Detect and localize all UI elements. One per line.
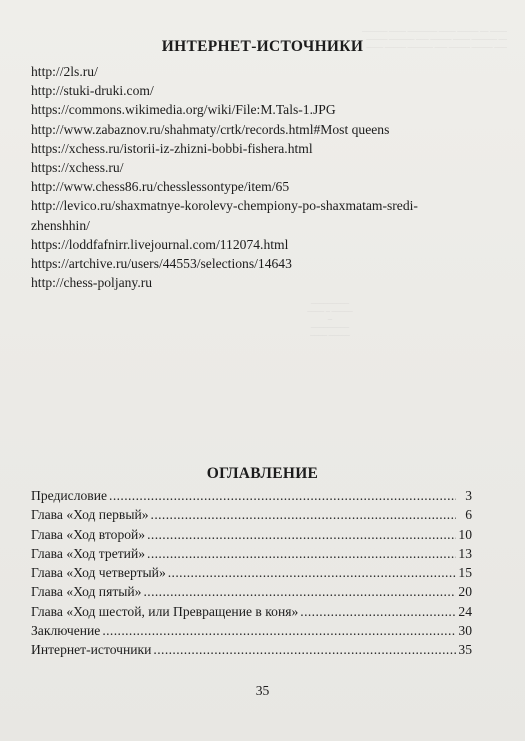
toc-entry[interactable] <box>31 621 472 640</box>
table-of-contents <box>31 486 472 660</box>
source-link[interactable]: http://levico.ru/shaxmatnye-korolevy-chempiony-po-shaxmatam-sredi-zhenshhin/ <box>31 198 418 233</box>
toc-leader-dots <box>109 486 456 505</box>
toc-entry-title: Заключение <box>31 623 101 639</box>
toc-entry[interactable] <box>31 563 472 582</box>
page-number: 35 <box>255 683 270 698</box>
toc-leader-dots <box>151 505 456 524</box>
toc-entry-page: 15 <box>458 565 472 581</box>
toc-entry-title: Интернет-источники <box>31 642 152 658</box>
toc-entry[interactable] <box>31 602 472 621</box>
source-link[interactable]: http://www.chess86.ru/chesslessontype/item/65 <box>31 179 290 195</box>
toc-entry[interactable] <box>31 582 472 601</box>
toc-leader-dots <box>168 563 456 582</box>
toc-leader-dots <box>147 525 456 544</box>
source-link[interactable]: https://loddfafnirr.livejournal.com/112074.html <box>31 236 289 252</box>
toc-entry-page: 6 <box>465 507 472 523</box>
toc-heading: ОГЛАВЛЕНИЕ <box>206 465 319 482</box>
sources-heading: ИНТЕРНЕТ-ИСТОЧНИКИ <box>161 38 364 55</box>
toc-leader-dots <box>147 544 456 563</box>
toc-entry[interactable] <box>31 640 472 659</box>
sources-list <box>31 62 501 292</box>
toc-leader-dots <box>143 582 456 601</box>
toc-entry-page: 20 <box>458 584 472 600</box>
toc-entry[interactable] <box>31 544 472 563</box>
source-link[interactable]: http://stuki-druki.com/ <box>31 83 154 99</box>
toc-entry-page: 13 <box>458 545 472 561</box>
toc-entry-page: 10 <box>458 526 472 542</box>
toc-entry[interactable] <box>31 486 472 505</box>
toc-leader-dots <box>153 640 456 659</box>
bleed-through-texture: ────── ──── ─────── ──── ───── ── ──── ───── ────── ─── ───── ──── ────── ── ──── ───── ────── ─── ───── ───── ─── <box>361 29 507 51</box>
source-link[interactable]: http://2ls.ru/ <box>31 64 98 79</box>
toc-leader-dots <box>300 602 456 621</box>
toc-entry-title: Предисловие <box>31 488 108 503</box>
toc-entry[interactable] <box>31 525 472 544</box>
toc-entry-page: 35 <box>458 642 472 658</box>
source-link[interactable]: https://xchess.ru/ <box>31 160 124 176</box>
source-link[interactable]: http://chess-poljany.ru <box>31 275 153 291</box>
source-link[interactable]: https://xchess.ru/istorii-iz-zhizni-bobbi-fishera.html <box>31 140 313 156</box>
source-link[interactable]: https://commons.wikimedia.org/wiki/File:M.Tals-1.JPG <box>31 102 336 118</box>
bleed-through-imprint: ───────── ──── ─ ───── ─ ───────── ──── ───── <box>307 301 353 339</box>
toc-entry-title: Глава «Ход шестой, или Превращение в коня» <box>31 603 299 619</box>
toc-entry-title: Глава «Ход второй» <box>31 526 146 542</box>
toc-entry-page: 30 <box>458 623 472 639</box>
toc-entry-page: 24 <box>458 603 472 619</box>
toc-entry[interactable] <box>31 505 472 524</box>
toc-entry-title: Глава «Ход третий» <box>31 545 146 561</box>
toc-entry-title: Глава «Ход первый» <box>31 507 149 523</box>
source-link[interactable]: https://artchive.ru/users/44553/selections/14643 <box>31 256 292 272</box>
toc-entry-page: 3 <box>465 488 472 503</box>
source-link[interactable]: http://www.zabaznov.ru/shahmaty/crtk/records.html#Most queens <box>31 121 390 137</box>
toc-leader-dots <box>102 621 456 640</box>
toc-entry-title: Глава «Ход пятый» <box>31 584 142 600</box>
toc-entry-title: Глава «Ход четвертый» <box>31 565 166 581</box>
